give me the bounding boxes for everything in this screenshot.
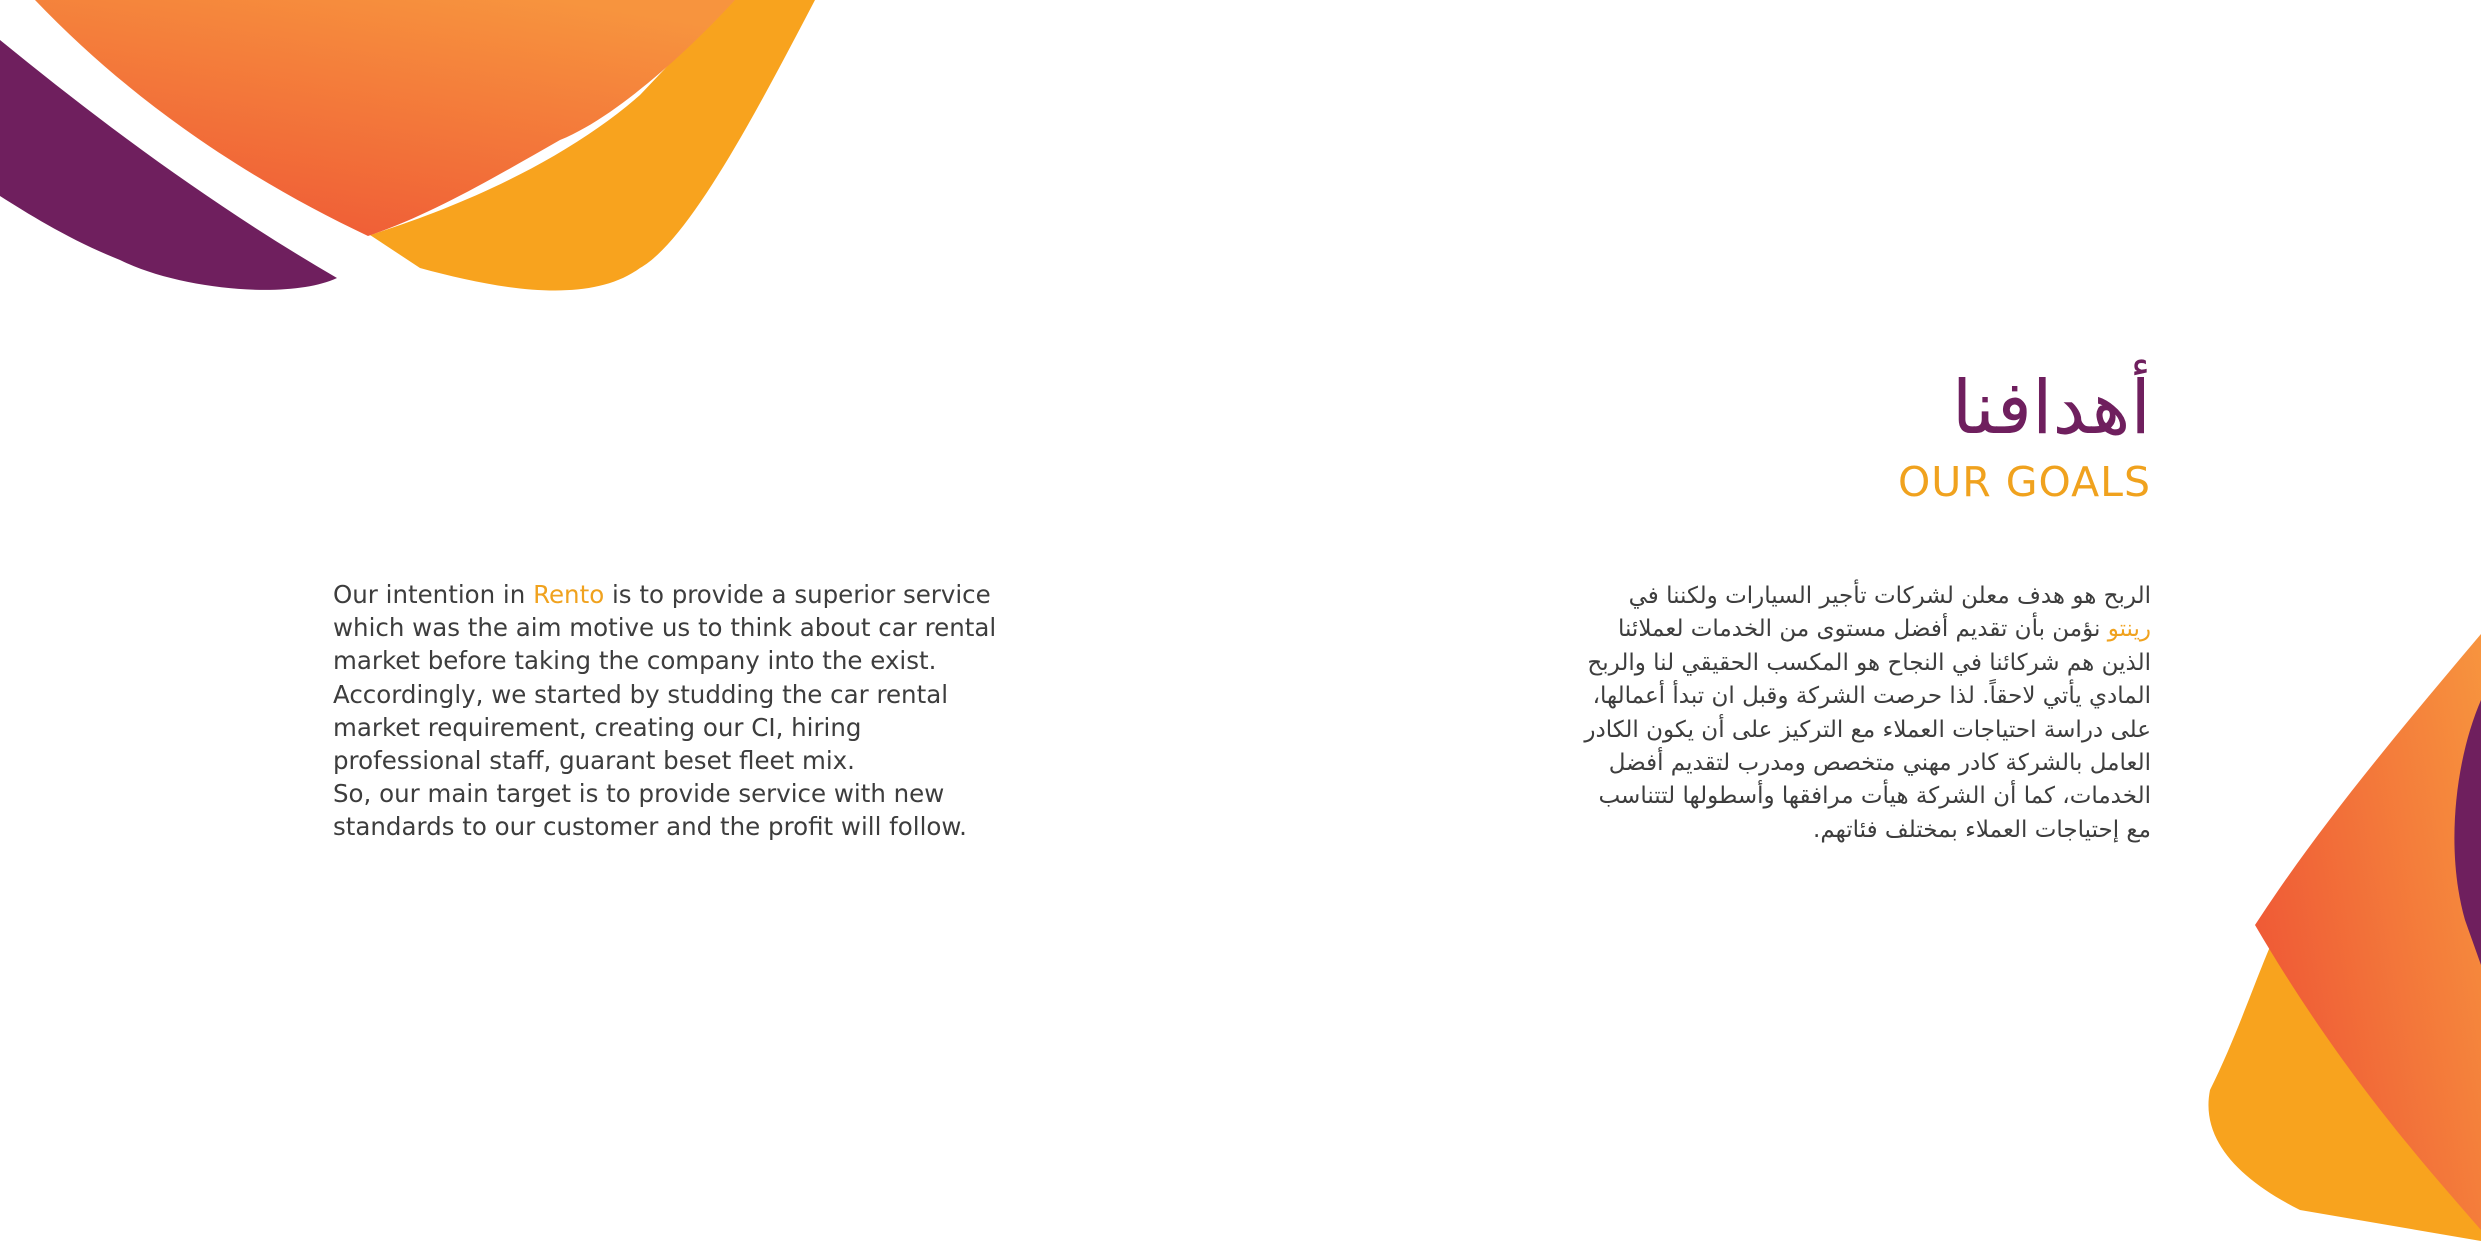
decor-shapes-top-left	[0, 0, 830, 300]
paragraph-line	[1451, 613, 2151, 646]
orange-ribbon-top-left	[370, 0, 815, 290]
paragraph-line	[333, 578, 1013, 611]
orange-ribbon-bottom-right	[2208, 925, 2481, 1241]
text-span: نؤمن بأن تقديم أفضل مستوى من الخدمات لعملائنا	[1617, 616, 2108, 643]
text-span: Our intention in	[333, 580, 534, 609]
red-ribbon-bottom-right	[2255, 634, 2481, 1230]
goals-title-arabic: أهدافنا	[1951, 365, 2151, 451]
paragraph-line: المادي يأتي لاحقاً. لذا حرصت الشركة وقبل ان تبدأ أعمالها،	[1592, 683, 2151, 710]
paragraph-line: professional staff, guarant beset fleet mix.	[333, 746, 855, 776]
paragraph-line: So, our main target is to provide service with new	[333, 779, 945, 809]
paragraph-line: Accordingly, we started by studding the car rental	[333, 679, 949, 709]
goals-paragraph-english	[333, 578, 1013, 844]
red-ribbon-top-left	[35, 0, 735, 236]
goals-paragraph-arabic	[1451, 580, 2151, 847]
purple-ribbon-bottom-right	[2454, 700, 2481, 965]
purple-ribbon-top-left	[0, 40, 337, 290]
decor-shapes-bottom-right	[2200, 620, 2481, 1241]
paragraph-line: العامل بالشركة كادر مهني متخصص ومدرب لتقديم أفضل	[1608, 750, 2151, 777]
paragraph-line: market requirement, creating our CI, hiring	[333, 712, 862, 742]
goals-title-english: OUR GOALS	[1897, 458, 2151, 506]
paragraph-line: الذين هم شركائنا في النجاح هو المكسب الحقيقي لنا والربح	[1587, 649, 2151, 676]
paragraph-line: مع إحتياجات العملاء بمختلف فئاتهم.	[1813, 816, 2151, 843]
paragraph-line: الربح هو هدف معلن لشركات تأجير السيارات ولكننا في	[1628, 583, 2151, 609]
brand-name-rento-arabic: رينتو	[2107, 616, 2151, 643]
paragraph-line: الخدمات، كما أن الشركة هيأت مرافقها وأسطولها لتتناسب	[1598, 783, 2151, 810]
brand-name-rento: Rento	[533, 580, 605, 609]
paragraph-line: market before taking the company into the exist.	[333, 646, 937, 676]
paragraph-line: standards to our customer and the profit will follow.	[333, 812, 967, 842]
text-span: is to provide a superior service	[604, 580, 991, 609]
paragraph-line: على دراسة احتياجات العملاء مع التركيز على أن يكون الكادر	[1584, 716, 2151, 743]
paragraph-line: which was the aim motive us to think about car rental	[333, 613, 997, 643]
